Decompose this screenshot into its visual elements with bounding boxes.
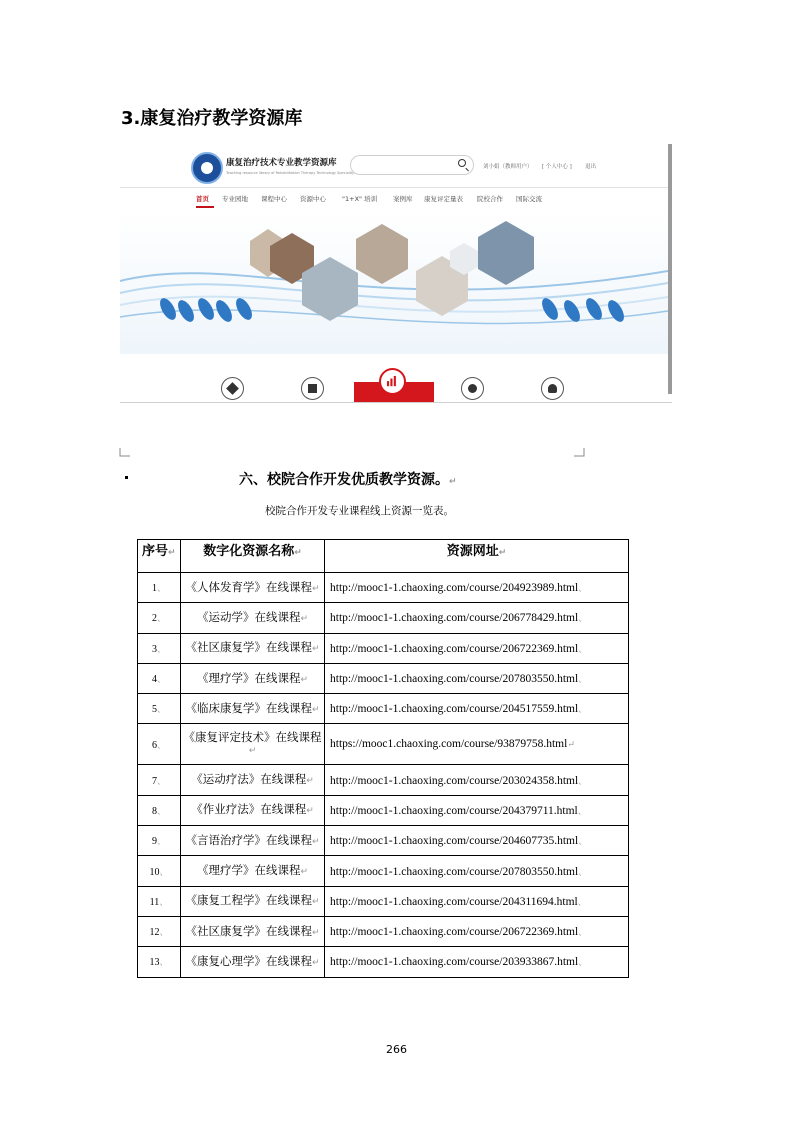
corner-mark-left [118, 448, 130, 458]
table-row [138, 856, 629, 886]
table-row [138, 765, 629, 795]
logout-link[interactable]: 退出 [585, 164, 597, 170]
resource-name: 《理疗学》在线课程↵ [181, 663, 325, 693]
banner-image [120, 211, 668, 354]
table-row [138, 694, 629, 724]
resource-url-link[interactable]: http://mooc1-1.chaoxing.com/course/204311694.html、 [325, 886, 629, 916]
user-icon[interactable] [541, 377, 564, 400]
table-row [138, 916, 629, 946]
resource-url-link[interactable]: http://mooc1-1.chaoxing.com/course/206722369.html、 [325, 633, 629, 663]
logo-icon [191, 152, 223, 184]
resource-url-link[interactable]: http://mooc1-1.chaoxing.com/course/204607735.html、 [325, 826, 629, 856]
header-serial: 序号↵ [138, 540, 181, 573]
nav-resource-center[interactable]: 资源中心 [300, 195, 326, 203]
bullet-mark [125, 476, 128, 479]
table-row [138, 633, 629, 663]
section-heading: 3.康复治疗教学资源库 [121, 108, 303, 129]
resource-name: 《理疗学》在线课程↵ [181, 856, 325, 886]
table-row [138, 603, 629, 633]
resource-url-link[interactable]: http://mooc1-1.chaoxing.com/course/203933867.html、 [325, 947, 629, 977]
resource-name: 《运动学》在线课程↵ [181, 603, 325, 633]
table-header-row [138, 540, 629, 573]
row-number: 5、 [138, 694, 181, 724]
row-number: 8、 [138, 795, 181, 825]
resource-url-link[interactable]: http://mooc1-1.chaoxing.com/course/207803550.html、 [325, 663, 629, 693]
row-number: 11、 [138, 886, 181, 916]
resource-name: 《康复心理学》在线课程↵ [181, 947, 325, 977]
nav-case-library[interactable]: 案例库 [393, 195, 413, 203]
row-number: 9、 [138, 826, 181, 856]
resource-name: 《言语治疗学》在线课程↵ [181, 826, 325, 856]
row-number: 13、 [138, 947, 181, 977]
website-screenshot [120, 144, 672, 403]
nav-assessment-scales[interactable]: 康复评定量表 [424, 195, 463, 203]
resource-url-link[interactable]: http://mooc1-1.chaoxing.com/course/204517559.html、 [325, 694, 629, 724]
bar-chart-icon[interactable] [379, 368, 406, 395]
resource-name: 《临床康复学》在线课程↵ [181, 694, 325, 724]
scrollbar[interactable] [668, 144, 672, 394]
layers-icon[interactable] [221, 377, 244, 400]
resource-url-link[interactable]: http://mooc1-1.chaoxing.com/course/203024358.html、 [325, 765, 629, 795]
table-caption: 校院合作开发专业课程线上资源一览表。 [265, 505, 454, 517]
row-number: 2、 [138, 603, 181, 633]
nav-major-garden[interactable]: 专业园地 [222, 195, 248, 203]
resource-name: 《康复评定技术》在线课程↵ [181, 724, 325, 765]
header-divider [120, 187, 668, 188]
resource-url-link[interactable]: http://mooc1-1.chaoxing.com/course/206722369.html、 [325, 916, 629, 946]
book-icon[interactable] [301, 377, 324, 400]
table-row [138, 826, 629, 856]
resource-name: 《作业疗法》在线课程↵ [181, 795, 325, 825]
resource-table [137, 539, 629, 978]
resource-url-link[interactable]: http://mooc1-1.chaoxing.com/course/207803550.html、 [325, 856, 629, 886]
corner-mark-right [574, 448, 586, 458]
table-row [138, 947, 629, 977]
row-number: 3、 [138, 633, 181, 663]
table-row [138, 573, 629, 603]
nav-active-underline [196, 206, 214, 208]
resource-name: 《社区康复学》在线课程↵ [181, 916, 325, 946]
row-number: 10、 [138, 856, 181, 886]
nav-international[interactable]: 国际交流 [516, 195, 542, 203]
resource-name: 《社区康复学》在线课程↵ [181, 633, 325, 663]
nav-1x-training[interactable]: "1+X" 培训 [342, 195, 378, 203]
search-icon[interactable] [458, 159, 466, 167]
table-row [138, 886, 629, 916]
section-six-heading: 六、校院合作开发优质教学资源。↵ [239, 472, 457, 488]
table-row [138, 795, 629, 825]
site-subtitle: Teaching resource library of Rehabilitation Therapy Technology Speciality [226, 171, 355, 175]
table-row [138, 663, 629, 693]
resource-name: 《运动疗法》在线课程↵ [181, 765, 325, 795]
page-number: 266 [386, 1043, 407, 1056]
personal-center-link[interactable]: [ 个人中心 ] [542, 164, 572, 170]
nav-school-cooperation[interactable]: 院校合作 [477, 195, 503, 203]
resource-name: 《康复工程学》在线课程↵ [181, 886, 325, 916]
resource-url-link[interactable]: https://mooc1.chaoxing.com/course/93879758.html↵ [325, 724, 629, 765]
site-title: 康复治疗技术专业教学资源库 [226, 158, 337, 168]
header-resource-url: 资源网址↵ [325, 540, 629, 573]
row-number: 7、 [138, 765, 181, 795]
row-number: 6、 [138, 724, 181, 765]
resource-url-link[interactable]: http://mooc1-1.chaoxing.com/course/204379711.html、 [325, 795, 629, 825]
resource-url-link[interactable]: http://mooc1-1.chaoxing.com/course/204923989.html、 [325, 573, 629, 603]
table-row [138, 724, 629, 765]
resource-name: 《人体发育学》在线课程↵ [181, 573, 325, 603]
row-number: 4、 [138, 663, 181, 693]
header-resource-name: 数字化资源名称↵ [181, 540, 325, 573]
nav-home[interactable]: 首页 [196, 195, 209, 203]
row-number: 12、 [138, 916, 181, 946]
nav-course-center[interactable]: 课程中心 [261, 195, 287, 203]
search-input[interactable] [350, 155, 474, 175]
resource-url-link[interactable]: http://mooc1-1.chaoxing.com/course/206778429.html、 [325, 603, 629, 633]
row-number: 1、 [138, 573, 181, 603]
pie-chart-icon[interactable] [461, 377, 484, 400]
user-name-link[interactable]: 刘小娟（教师用户） [483, 164, 533, 170]
